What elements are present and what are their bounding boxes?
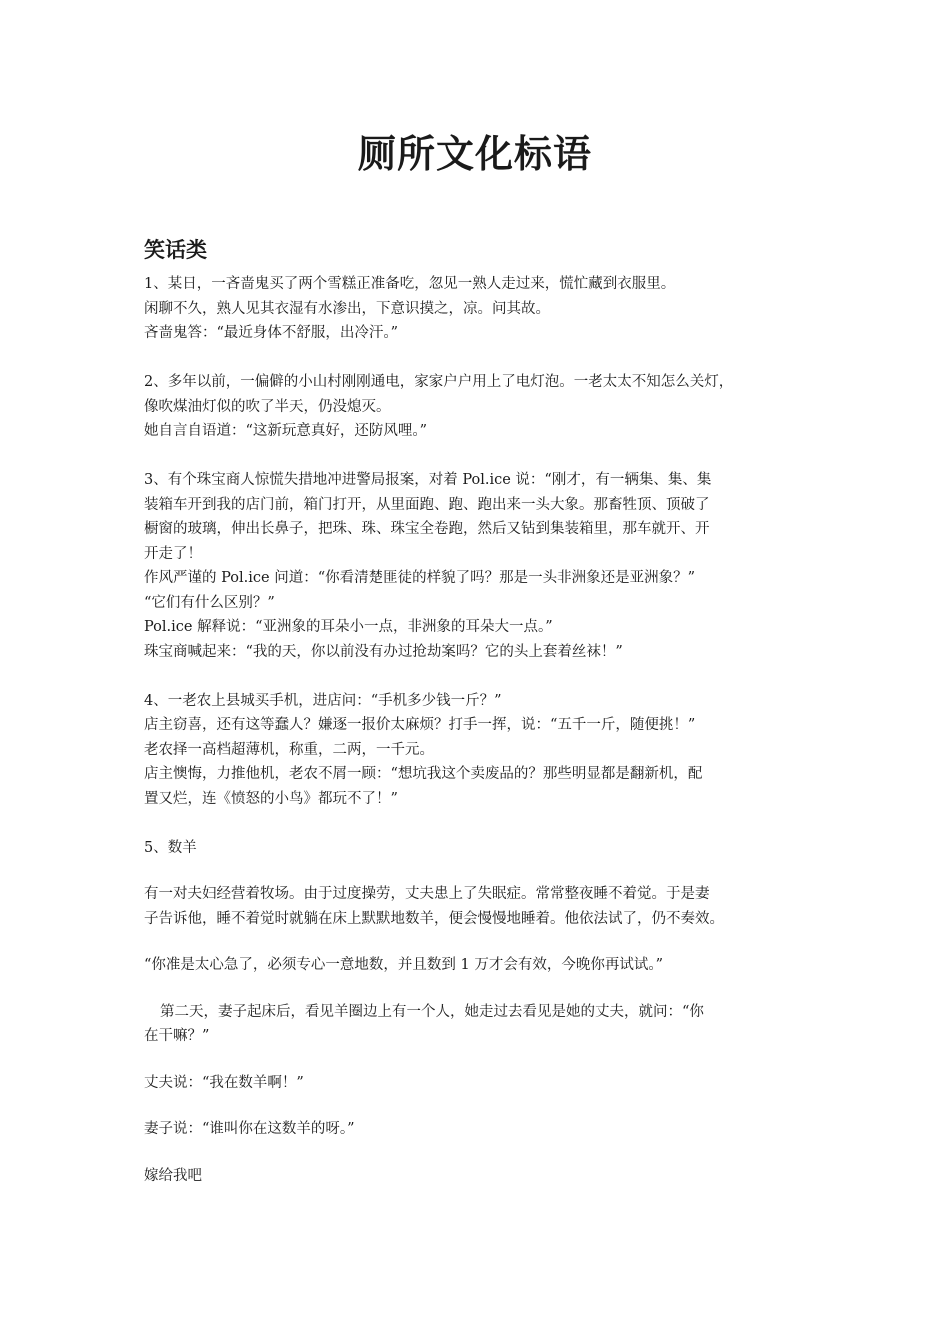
paragraph-line: 闲聊不久，熟人见其衣湿有水渗出，下意识摸之，凉。问其故。	[144, 300, 550, 317]
section-heading: 笑话类	[144, 238, 207, 262]
page-title: 厕所文化标语	[357, 132, 592, 176]
paragraph-line: 老农择一高档超薄机，称重，二两，一千元。	[144, 741, 434, 758]
paragraph-line: 有一对夫妇经营着牧场。由于过度操劳，丈夫患上了失眠症。常常整夜睡不着觉。于是妻	[144, 886, 710, 902]
subsection-heading: 5、数羊	[144, 839, 197, 856]
paragraph-line: 子告诉他，睡不着觉时就躺在床上默默地数羊，便会慢慢地睡着。他依法试了，仍不奏效。	[144, 910, 724, 927]
blank-line	[144, 1049, 820, 1071]
blank-line	[144, 931, 820, 953]
paragraph-line: 1、某日，一吝啬鬼买了两个雪糕正准备吃，忽见一熟人走过来，慌忙藏到衣服里。	[144, 276, 676, 292]
paragraph-line: 她自言自语道：“这新玩意真好，还防风哩。”	[144, 423, 428, 439]
paragraph-line: “你准是太心急了，必须专心一意地数，并且数到 1 万才会有效，今晚你再试试。”	[144, 957, 664, 973]
paragraph-line: 妻子说：“谁叫你在这数羊的呀。”	[144, 1121, 355, 1137]
paragraph-line: 在干嘛？”	[144, 1028, 210, 1044]
blank-line	[144, 860, 820, 882]
blank-line	[144, 1095, 820, 1117]
paragraph-line: 橱窗的玻璃，伸出长鼻子，把珠、珠、珠宝全卷跑，然后又钻到集装箱里，那车就开、开	[144, 521, 710, 537]
paragraph-line: 店主懊悔，力推他机，老农不屑一顾：“想坑我这个卖废品的？那些明显都是翻新机，配	[144, 766, 703, 782]
paragraph-line: 3、有个珠宝商人惊慌失措地冲进警局报案，对着 Pol.ice 说：“刚才，有一辆集、集、集	[144, 472, 712, 488]
paragraph-line: 吝啬鬼答：“最近身体不舒服，出冷汗。”	[144, 325, 399, 341]
paragraph-line: 珠宝商喊起来：“我的天，你以前没有办过抢劫案吗？它的头上套着丝袜！”	[144, 643, 623, 660]
paragraph-line: 置又烂，连《愤怒的小鸟》都玩不了！”	[144, 790, 398, 807]
blank-line	[144, 444, 820, 469]
paragraph-line: 丈夫说：“我在数羊啊！”	[144, 1074, 304, 1091]
paragraph-line: 作风严谨的 Pol.ice 问道：“你看清楚匪徒的样貌了吗？那是一头非洲象还是亚洲象？”	[144, 570, 696, 586]
paragraph-line: 4、一老农上县城买手机，进店问：“手机多少钱一斤？”	[144, 692, 502, 709]
paragraph-line: “它们有什么区别？”	[144, 594, 275, 611]
paragraph-line: 2、多年以前，一偏僻的小山村刚刚通电，家家户户用上了电灯泡。一老太太不知怎么关灯，	[144, 374, 734, 390]
paragraph-line: Pol.ice 解释说：“亚洲象的耳朵小一点，非洲象的耳朵大一点。”	[144, 619, 553, 635]
blank-line	[144, 664, 820, 689]
blank-line	[144, 811, 820, 836]
paragraph-line: 开走了！	[144, 545, 202, 562]
document-body	[144, 272, 820, 1188]
paragraph-line: 装箱车开到我的店门前，箱门打开，从里面跑、跑、跑出来一头大象。那畜牲顶、顶破了	[144, 496, 710, 513]
paragraph-line: 像吹煤油灯似的吹了半天，仍没熄灭。	[144, 398, 391, 415]
paragraph-line: 店主窃喜，还有这等蠢人？嫌逐一报价太麻烦？打手一挥，说：“五千一斤，随便挑！”	[144, 717, 696, 733]
paragraph-line: 第二天，妻子起床后，看见羊圈边上有一个人，她走过去看见是她的丈夫，就问：“你	[160, 1003, 704, 1020]
blank-line	[144, 978, 820, 1000]
blank-line	[144, 1142, 820, 1164]
subsection-heading: 嫁给我吧	[144, 1167, 202, 1184]
blank-line	[144, 346, 820, 371]
